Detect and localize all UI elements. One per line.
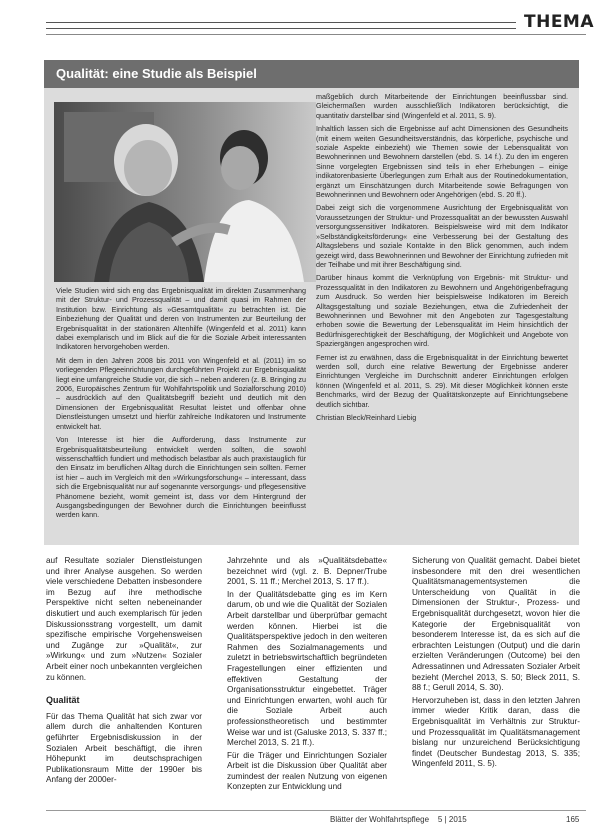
info-box-right-column	[316, 92, 568, 426]
section-label: THEMA	[524, 12, 595, 32]
footer-journal	[330, 815, 467, 824]
paragraph: Für die Träger und Einrichtungen Sozialer Arbeit ist die Diskussion über Qualität aber zumindest der realen Nutzung von eigenen Konzepten zur Entwicklung und	[227, 750, 387, 792]
paragraph: Ferner ist zu erwähnen, dass die Ergebnisqualität in der Einrichtung bewertet werden soll, durch eine relative Bewertung der Ergebnisse anderer Einrichtungen Vergleiche im Durchschnitt anderer Einrichtungen erfolgen können (Wingenfeld et al. 2011, S. 29). Mit dieser Möglichkeit können erste Benchmarks, wird der Bezug der Qualitätskonzepte auf Einrichtungsebene deutlich sichtbar.	[316, 352, 568, 409]
issue-number: 5 | 2015	[437, 815, 467, 824]
photo-elderly-woman-and-caregiver	[54, 102, 316, 282]
journal-title: Blätter der Wohlfahrtspflege	[330, 815, 430, 824]
body-column-1	[46, 556, 202, 788]
paragraph: Hervorzuheben ist, dass in den letzten Jahren immer wieder Kritik daran, dass die Ergebnisqualität im Verhältnis zur Struktur- und Prozessqualität im Qualitätsmanagement bislang nur unzureichend Berücksichtigung findet (Deutscher Bundestag 2013, S. 335; Wingenfeld 2011, S. 5).	[412, 695, 580, 769]
body-column-3	[412, 556, 580, 772]
info-box-title: Qualität: eine Studie als Beispiel	[56, 66, 257, 81]
footer-divider	[46, 810, 586, 811]
photo-illustration	[54, 102, 316, 282]
paragraph: maßgeblich durch Mitarbeitende der Einrichtungen beeinflussbar sind. Gleichermaßen wurden ausschließlich Indikatoren berücksichtigt, die quantitativ darstellbar sind (Wingenfeld et al. 2011, S. 9).	[316, 92, 568, 120]
page-number: 165	[566, 815, 580, 824]
header-rules	[46, 22, 516, 34]
info-box-titlebar	[44, 60, 579, 88]
header-divider	[46, 34, 586, 35]
paragraph: auf Resultate sozialer Dienstleistungen und ihrer Analyse ausgehen. So werden viele verschiedene Debatten insbesondere im Bezug auf ihre methodische Perspektive nicht selten nebeneinander diskutiert und auch exemplarisch für jeden Diskussionsstrang vorgestellt, um damit spezifische empirische Vorgehensweisen und Zugänge zur »Qualität«, zur »Wirkung« und zum »Nutzen« Sozialer Arbeit einer noch unbekannten vergleichen zu können.	[46, 556, 202, 682]
section-heading-qualitaet: Qualität	[46, 695, 80, 706]
paragraph: Sicherung von Qualität gemacht. Dabei bietet insbesondere mit den drei wesentlichen Qualitätsmanagementsystemen die Unterscheidung von Qualität in die Dimensionen der Struktur-, Prozess- und Ergebnisqualität durchgesetzt, wovon hier die Kategorie der Ergebnisqualität von besonderem Interesse ist, da es sich auf die erbrachten Leistungen (Output) und die darin erzielten Veränderungen (Outcome) bei den Adressatinnen und Adressaten Sozialer Arbeit bezieht (Merchel 2013, S. 50; Bleck 2011, S. 88 f.; Gerull 2014, S. 30).	[412, 556, 580, 693]
paragraph: Für das Thema Qualität hat sich zwar vor allem durch die anhaltenden Konturen geführter Ergebnisdiskussion in der Sozialen Arbeit beschäftigt, die ihren Höhepunkt im deutschsprachigen Publikationsraum Mitte der 1990er bis Anfang der 2000er-	[46, 711, 202, 785]
paragraph: Inhaltlich lassen sich die Ergebnisse auf acht Dimensionen des Gesundheits (mit einem weiten Gesundheitsverständnis, das körperliche, psychische und soziale Aspekte einbezieht) wie Themen sowie der Lebensqualität von Bewohnerinnen und Bewohnern darstellen (ebd. S. 14 f.). Zu den im engeren Sinne vorgelegten Ergebnissen sind teils in eher Erhebungen – einige indikatorenbasierte Überlegungen zum Erhalt aus der Routinedokumentation, ergänzt um Einschätzungen durch Mitarbeitende sowie Befragungen von Bewohnerinnen und Bewohnern oder Angehörigen (ebd. S. 20 ff.).	[316, 124, 568, 200]
info-box-left-column	[56, 286, 306, 524]
paragraph: Dabei zeigt sich die vorgenommene Ausrichtung der Ergebnisqualität von Voraussetzungen der Struktur- und Prozessqualität an der bewussten Auswahl versorgungssensitiver Indikatoren. Beispielsweise wird mit dem Indikator »Selbständigkeitsförderung« eine Verbesserung bei der Gestaltung des Alltagslebens und soziale Kontakte in den Blick genommen, auch indem gezeigt wird, dass Bewohnerinnen und Bewohner der Einrichtung zufrieden mit der Teilhabe und mit ihrer Beschäftigung sind.	[316, 203, 568, 269]
author-line: Christian Bleck/Reinhard Liebig	[316, 413, 417, 422]
paragraph: In der Qualitätsdebatte ging es im Kern darum, ob und wie die Qualität der Sozialen Arbeit darstellbar und überprüfbar gemacht werden können. Hierbei ist die Qualitätsperspektive jedoch in den weiteren Rahmen des Sozialmanagements und zuletzt in betriebswirtschaftlich begründeten Fragestellungen einer effizienten und effektiven Gestaltung der Organisationsstruktur eingebettet. Träger und Einrichtungen erwarten, wohl auch für die Soziale Arbeit auch professionstheoretisch und bestimmter Weise war und ist (Galuske 2013, S. 337 ff.; Merchel 2013, S. 21 ff.).	[227, 589, 387, 748]
paragraph: Von Interesse ist hier die Aufforderung, dass Instrumente zur Ergebnisqualitätsbeurteilung entwickelt werden sollten, die sowohl wissenschaftlich fundiert und methodisch belastbar als auch praxistauglich für den Einsatz im beruflichen Alltag durch die Einrichtungen sein sollten. Ferner ist hier – auch im Vergleich mit den »Wirkungsforschung« – interessant, dass sich die Ergebnisqualität nur auf sogenannte versorgungs- und pflegesensitive Phänomene bezieht, womit gemeint ist, dass vor dem Hintergrund der Ausgangsbedingungen der Bewohner durch die Einrichtungen beeinflusst werden kann.	[56, 435, 306, 520]
body-column-2	[227, 556, 387, 795]
paragraph: Jahrzehnte und als »Qualitätsdebatte« bezeichnet wird (vgl. z. B. Depner/Trube 2001, S. 11 ff.; Merchel 2013, S. 17 ff.).	[227, 556, 387, 587]
paragraph: Viele Studien wird sich eng das Ergebnisqualität im direkten Zusammenhang mit der Struktur- und Prozessqualität – und damit quasi im Rahmen der Institution bzw. Einrichtung als »Gesamtqualität« zu betrachten ist. Die Einbeziehung der Qualität und deren von Instrumenten zur Beurteilung der Ergebnisqualität in der stationären Altenhilfe (Wingenfeld et al. 2011) kann dabei exemplarisch und im Blick auf die für die Soziale Arbeit interessanten Indikatoren hervorgehoben werden.	[56, 286, 306, 352]
paragraph: Mit dem in den Jahren 2008 bis 2011 von Wingenfeld et al. (2011) im so vorliegenden Pflegeeinrichtungen durchgeführten Projekt zur Ergebnisqualität liegt eine umfangreiche Studie vor, die sich – neben anderen (z. B. Bringing zu 2006, Europäisches Zentrum für Wohlfahrtspolitik und Sozialforschung 2010) – ausdrücklich auf den Qualitätsbegriff bezieht und deutlich mit den Dimensionen der Ergebnisqualität Resultat leistet und offenbar ohne Dienstleistungen umsetzt und hierfür zahlreiche Indikatoren und Instrumente entwickelt hat.	[56, 355, 306, 431]
paragraph: Darüber hinaus kommt die Verknüpfung von Ergebnis- mit Struktur- und Prozessqualität in den Indikatoren zu Bewohnern und Angehörigenbefragung zum Ausdruck. So werden hier beispielsweise Indikatoren im Bereich Alltagsgestaltung und soziale Beziehungen, etwa die Zufriedenheit der Bewohnerinnen und Bewohner mit den Angeboten zur Tagesgestaltung erhoben sowie die Bewertung der Lebensqualität im Heim hinsichtlich der Bedürfnisgerechtigkeit der Beschäftigung, der Möglichkeit und Angebote von Spaziergängen angesprochen wird.	[316, 273, 568, 349]
